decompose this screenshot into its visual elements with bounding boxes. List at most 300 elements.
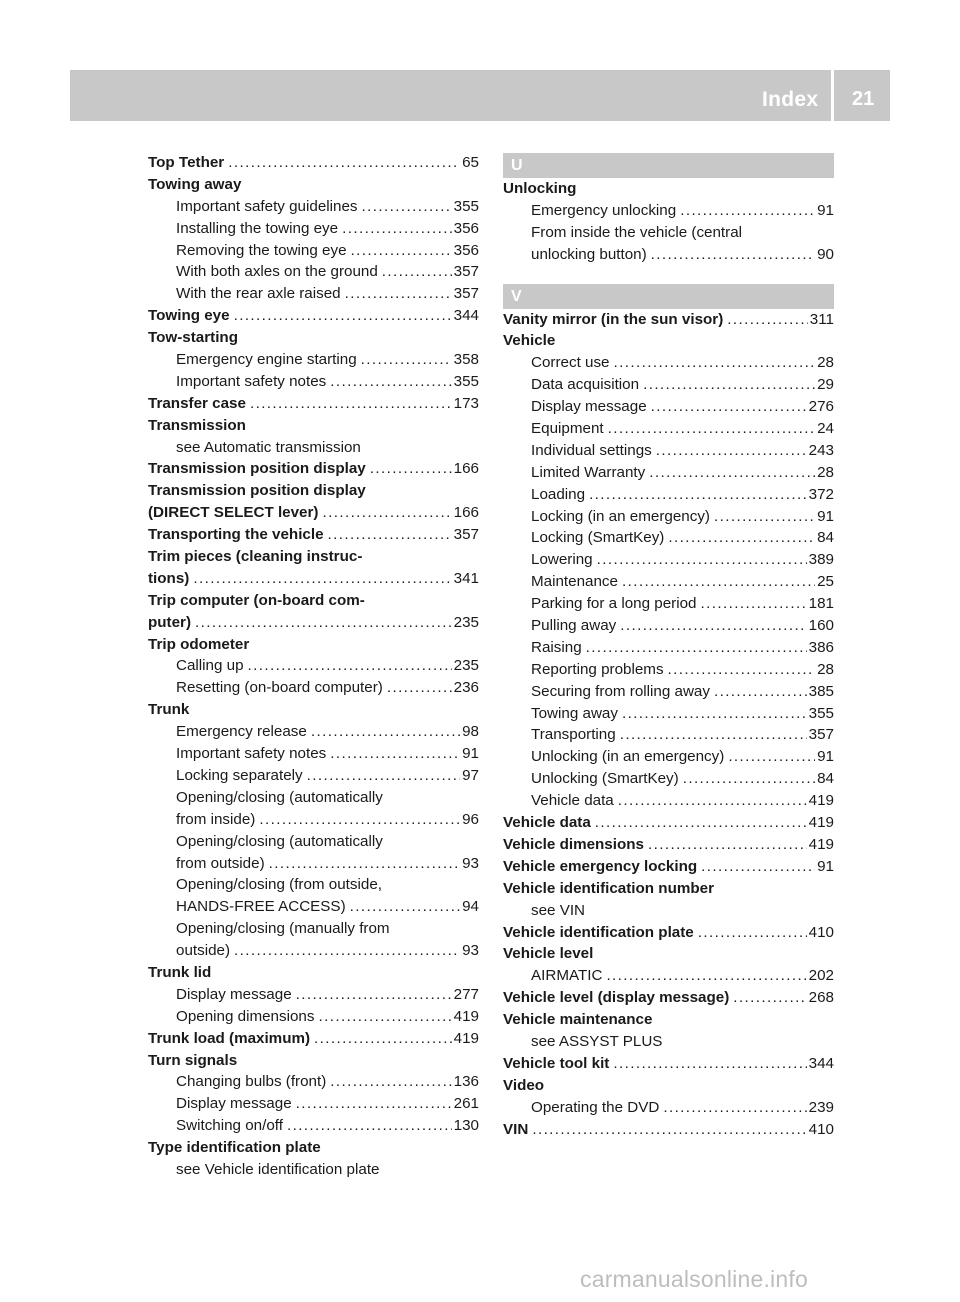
- entry-text: AIRMATIC: [531, 967, 603, 985]
- entry-text: Display message: [176, 985, 292, 1003]
- index-subentry: [503, 527, 834, 549]
- index-subentry: [148, 918, 479, 940]
- page-reference: 239: [808, 1098, 834, 1116]
- entry-text: Locking separately: [176, 766, 303, 784]
- entry-text: see VIN: [531, 901, 586, 919]
- index-subentry: [503, 222, 834, 244]
- page-reference: 202: [808, 967, 834, 985]
- dot-leader: [248, 655, 452, 677]
- index-entry: [148, 1137, 479, 1159]
- page-reference: 386: [808, 638, 834, 656]
- index-subentry: [148, 371, 479, 393]
- index-entry: [503, 1053, 834, 1075]
- dot-leader: [648, 834, 807, 856]
- dot-leader: [307, 765, 460, 787]
- entry-text: Equipment: [531, 420, 604, 438]
- index-entry: [148, 524, 479, 546]
- entry-text: (DIRECT SELECT lever): [148, 504, 319, 522]
- index-subentry: [503, 200, 834, 222]
- page-reference: 90: [817, 245, 834, 263]
- dot-leader: [351, 240, 452, 262]
- dot-leader: [698, 922, 807, 944]
- index-subentry: [148, 787, 479, 809]
- page-reference: 311: [809, 310, 834, 328]
- dot-leader: [228, 152, 460, 174]
- dot-leader: [649, 462, 815, 484]
- index-entry: [503, 878, 834, 900]
- entry-text: Calling up: [176, 657, 244, 675]
- entry-text: Raising: [531, 638, 582, 656]
- dot-leader: [622, 703, 807, 725]
- entry-text: Vehicle emergency locking: [503, 857, 698, 875]
- entry-text: Opening/closing (automatically: [176, 832, 383, 850]
- entry-text: from inside): [176, 810, 256, 828]
- index-subentry: [148, 283, 479, 305]
- entry-text: Unlocking (in an emergency): [531, 748, 725, 766]
- index-subentry: [148, 218, 479, 240]
- page-reference: 357: [453, 285, 479, 303]
- entry-text: Locking (SmartKey): [531, 529, 665, 547]
- index-subentry: [503, 396, 834, 418]
- entry-text: Limited Warranty: [531, 463, 646, 481]
- dot-leader: [318, 1006, 451, 1028]
- entry-text: Opening dimensions: [176, 1007, 315, 1025]
- entry-text: With the rear axle raised: [176, 285, 341, 303]
- index-entry: [148, 546, 479, 568]
- entry-text: Vanity mirror (in the sun visor): [503, 310, 724, 328]
- page-reference: 84: [817, 529, 834, 547]
- entry-text: Vehicle identification number: [503, 879, 714, 897]
- entry-text: Towing away: [148, 175, 242, 193]
- index-subentry: [148, 1006, 479, 1028]
- dot-leader: [728, 746, 815, 768]
- entry-text: Data acquisition: [531, 376, 640, 394]
- dot-leader: [532, 1119, 806, 1141]
- index-subentry: [148, 261, 479, 283]
- entry-text: outside): [176, 942, 231, 960]
- dot-leader: [608, 418, 815, 440]
- dot-leader: [342, 218, 452, 240]
- entry-text: Turn signals: [148, 1051, 238, 1069]
- dot-leader: [234, 940, 460, 962]
- index-entry: [148, 152, 479, 174]
- index-entry: [503, 1119, 834, 1141]
- page-reference: 93: [462, 942, 479, 960]
- index-subentry: [503, 724, 834, 746]
- entry-text: Correct use: [531, 354, 610, 372]
- dot-leader: [714, 681, 807, 703]
- page-reference: 389: [808, 551, 834, 569]
- section-letter-header: U: [503, 153, 834, 178]
- index-entry: [503, 330, 834, 352]
- page-reference: 25: [817, 573, 834, 591]
- index-entry: [503, 834, 834, 856]
- dot-leader: [296, 984, 452, 1006]
- page-reference: 341: [453, 569, 479, 587]
- index-subentry: [503, 637, 834, 659]
- page-reference: 97: [462, 766, 479, 784]
- entry-text: Video: [503, 1076, 545, 1094]
- index-subentry: [503, 352, 834, 374]
- entry-text: see Vehicle identification plate: [176, 1160, 380, 1178]
- index-subentry: [148, 677, 479, 699]
- entry-text: Transmission: [148, 416, 246, 434]
- index-subentry: [148, 874, 479, 896]
- entry-text: Opening/closing (manually from: [176, 920, 390, 938]
- dot-leader: [296, 1093, 452, 1115]
- index-subentry: [503, 790, 834, 812]
- page-reference: 173: [453, 394, 479, 412]
- index-subentry: [503, 615, 834, 637]
- index-entry: [503, 812, 834, 834]
- section-gap: [503, 266, 834, 283]
- dot-leader: [606, 965, 806, 987]
- page-reference: 98: [462, 723, 479, 741]
- dot-leader: [345, 283, 452, 305]
- dot-leader: [651, 396, 807, 418]
- index-entry: [148, 962, 479, 984]
- page-reference: 277: [453, 985, 479, 1003]
- entry-text: Trip odometer: [148, 635, 250, 653]
- index-entry: [503, 309, 834, 331]
- entry-text: Parking for a long period: [531, 595, 697, 613]
- index-subentry: [503, 418, 834, 440]
- index-entry: [148, 480, 479, 502]
- index-subentry: [503, 659, 834, 681]
- page-reference: 419: [453, 1029, 479, 1047]
- entry-text: With both axles on the ground: [176, 263, 378, 281]
- page-reference: 181: [808, 595, 834, 613]
- dot-leader: [311, 721, 460, 743]
- page-reference: 136: [453, 1073, 479, 1091]
- entry-text: Type identification plate: [148, 1139, 321, 1157]
- entry-text: Vehicle: [503, 332, 556, 350]
- index-entry: [148, 458, 479, 480]
- watermark: carmanualsonline.info: [580, 1266, 808, 1292]
- entry-text: Maintenance: [531, 573, 618, 591]
- dot-leader: [622, 571, 815, 593]
- entry-text: VIN: [503, 1120, 529, 1138]
- entry-text: Vehicle identification plate: [503, 923, 694, 941]
- index-subentry: [503, 768, 834, 790]
- page-reference: 235: [453, 657, 479, 675]
- page-reference: 91: [817, 507, 834, 525]
- page-reference: 160: [808, 617, 834, 635]
- entry-text: Unlocking (SmartKey): [531, 770, 679, 788]
- index-subentry: [148, 896, 479, 918]
- page-reference: 358: [453, 351, 479, 369]
- index-entry: [503, 922, 834, 944]
- dot-leader: [668, 527, 815, 549]
- index-subentry: [503, 1097, 834, 1119]
- entry-text: HANDS-FREE ACCESS): [176, 898, 346, 916]
- index-subentry: [503, 593, 834, 615]
- index-subentry: [148, 765, 479, 787]
- page-reference: 372: [808, 485, 834, 503]
- dot-leader: [683, 768, 815, 790]
- index-subentry: [503, 571, 834, 593]
- entry-text: Emergency release: [176, 723, 307, 741]
- dot-leader: [663, 1097, 806, 1119]
- entry-text: Installing the towing eye: [176, 219, 339, 237]
- entry-text: Lowering: [531, 551, 593, 569]
- dot-leader: [350, 896, 460, 918]
- dot-leader: [362, 196, 452, 218]
- dot-leader: [597, 549, 807, 571]
- dot-leader: [586, 637, 807, 659]
- index-subentry: [148, 240, 479, 262]
- index-subentry: [148, 1071, 479, 1093]
- dot-leader: [195, 612, 452, 634]
- entry-text: Vehicle data: [531, 792, 614, 810]
- page-reference: 91: [817, 748, 834, 766]
- page-reference: 29: [817, 376, 834, 394]
- page-reference: 268: [808, 989, 834, 1007]
- entry-text: Changing bulbs (front): [176, 1073, 327, 1091]
- entry-text: Trip computer (on-board com-: [148, 591, 365, 609]
- entry-text: Transfer case: [148, 394, 246, 412]
- dot-leader: [595, 812, 807, 834]
- index-entry: [503, 1009, 834, 1031]
- entry-text: Emergency unlocking: [531, 201, 677, 219]
- page-reference: 357: [808, 726, 834, 744]
- entry-text: Operating the DVD: [531, 1098, 660, 1116]
- page-reference: 130: [453, 1117, 479, 1135]
- index-entry: [148, 568, 479, 590]
- dot-leader: [330, 371, 451, 393]
- dot-leader: [620, 724, 807, 746]
- entry-text: Important safety notes: [176, 745, 327, 763]
- page-reference: 166: [453, 460, 479, 478]
- index-entry: [148, 699, 479, 721]
- dot-leader: [656, 440, 807, 462]
- page-reference: 344: [808, 1054, 834, 1072]
- index-subentry: [503, 900, 834, 922]
- entry-text: Opening/closing (automatically: [176, 788, 383, 806]
- dot-leader: [700, 593, 806, 615]
- entry-text: Reporting problems: [531, 660, 664, 678]
- page-reference: 357: [453, 526, 479, 544]
- index-subentry: [148, 196, 479, 218]
- page-reference: 28: [817, 463, 834, 481]
- index-entry: [148, 393, 479, 415]
- entry-text: Securing from rolling away: [531, 682, 710, 700]
- index-subentry: [148, 1093, 479, 1115]
- index-subentry: [503, 746, 834, 768]
- dot-leader: [643, 374, 815, 396]
- dot-leader: [387, 677, 452, 699]
- entry-text: Top Tether: [148, 154, 225, 171]
- dot-leader: [620, 615, 806, 637]
- page-reference: 410: [808, 1120, 834, 1138]
- page-reference: 28: [817, 660, 834, 678]
- entry-text: Vehicle tool kit: [503, 1054, 610, 1072]
- entry-text: Unlocking: [503, 180, 577, 197]
- index-entry: [503, 987, 834, 1009]
- dot-leader: [259, 809, 460, 831]
- index-entry: [503, 943, 834, 965]
- page-reference: 355: [453, 372, 479, 390]
- entry-text: Transmission position display: [148, 482, 366, 500]
- page-reference: 166: [453, 504, 479, 522]
- page-reference: 84: [817, 770, 834, 788]
- dot-leader: [370, 458, 452, 480]
- page-reference: 65: [462, 154, 479, 171]
- dot-leader: [589, 484, 807, 506]
- entry-text: Transporting the vehicle: [148, 526, 324, 544]
- section-letter-header: V: [503, 284, 834, 309]
- dot-leader: [328, 524, 452, 546]
- entry-text: Transporting: [531, 726, 616, 744]
- entry-text: Loading: [531, 485, 586, 503]
- entry-text: Locking (in an emergency): [531, 507, 710, 525]
- page-reference: 24: [817, 420, 834, 438]
- page-reference: 355: [808, 704, 834, 722]
- index-subentry: [503, 549, 834, 571]
- entry-text: Removing the towing eye: [176, 241, 347, 259]
- index-subentry: [148, 1159, 479, 1181]
- index-entry: [148, 174, 479, 196]
- entry-text: Switching on/off: [176, 1117, 283, 1135]
- index-entry: [503, 856, 834, 878]
- dot-leader: [269, 853, 460, 875]
- entry-text: Resetting (on-board computer): [176, 679, 383, 697]
- index-subentry: [148, 831, 479, 853]
- page-reference: 419: [808, 792, 834, 810]
- header-divider: [831, 70, 834, 121]
- entry-text: Emergency engine starting: [176, 351, 357, 369]
- page-number: 21: [852, 88, 875, 110]
- page-reference: 261: [453, 1095, 479, 1113]
- entry-text: see Automatic transmission: [176, 438, 361, 456]
- index-subentry: [148, 853, 479, 875]
- entry-text: Pulling away: [531, 617, 617, 635]
- index-entry: [148, 612, 479, 634]
- index-entry: [148, 1028, 479, 1050]
- page-reference: 344: [453, 307, 479, 325]
- page-reference: 236: [453, 679, 479, 697]
- entry-text: Display message: [176, 1095, 292, 1113]
- dot-leader: [330, 1071, 451, 1093]
- entry-text: unlocking button): [531, 245, 647, 263]
- dot-leader: [382, 261, 452, 283]
- dot-leader: [287, 1115, 452, 1137]
- index-subentry: [148, 1115, 479, 1137]
- index-column-right: [503, 152, 834, 1140]
- page-reference: 410: [808, 923, 834, 941]
- page-reference: 276: [808, 398, 834, 416]
- page-reference: 419: [808, 835, 834, 853]
- index-subentry: [148, 721, 479, 743]
- index-subentry: [503, 681, 834, 703]
- dot-leader: [701, 856, 815, 878]
- entry-text: Vehicle level (display message): [503, 989, 730, 1007]
- page-reference: 419: [808, 814, 834, 832]
- index-entry: [148, 327, 479, 349]
- page-reference: 93: [462, 854, 479, 872]
- index-entry: [148, 1050, 479, 1072]
- index-subentry: [503, 703, 834, 725]
- dot-leader: [727, 309, 808, 331]
- page-reference: 356: [453, 219, 479, 237]
- entry-text: Trunk load (maximum): [148, 1029, 311, 1047]
- page-reference: 91: [462, 745, 479, 763]
- index-subentry: [148, 743, 479, 765]
- entry-text: tions): [148, 569, 190, 587]
- entry-text: Vehicle data: [503, 814, 591, 832]
- index-subentry: [148, 809, 479, 831]
- index-subentry: [503, 965, 834, 987]
- entry-text: Towing eye: [148, 307, 230, 325]
- page-reference: 94: [462, 898, 479, 916]
- page-reference: 357: [453, 263, 479, 281]
- index-entry: [148, 590, 479, 612]
- index-subentry: [148, 349, 479, 371]
- page-reference: 96: [462, 810, 479, 828]
- index-subentry: [503, 462, 834, 484]
- index-entry: [503, 1075, 834, 1097]
- index-subentry: [148, 984, 479, 1006]
- dot-leader: [668, 659, 816, 681]
- entry-text: Vehicle level: [503, 945, 594, 963]
- header-title: Index: [762, 88, 819, 111]
- index-entry: [148, 502, 479, 524]
- entry-text: Vehicle dimensions: [503, 835, 644, 853]
- dot-leader: [613, 1053, 806, 1075]
- dot-leader: [314, 1028, 452, 1050]
- entry-text: Opening/closing (from outside,: [176, 876, 382, 894]
- index-entry: [503, 178, 834, 200]
- dot-leader: [680, 200, 815, 222]
- index-column-left: [148, 152, 479, 1181]
- dot-leader: [614, 352, 816, 374]
- dot-leader: [322, 502, 451, 524]
- dot-leader: [330, 743, 460, 765]
- entry-text: Display message: [531, 398, 647, 416]
- entry-text: Trunk lid: [148, 963, 212, 981]
- entry-text: Important safety notes: [176, 372, 327, 390]
- dot-leader: [618, 790, 807, 812]
- index-subentry: [148, 655, 479, 677]
- index-entry: [148, 634, 479, 656]
- index-subentry: [503, 440, 834, 462]
- dot-leader: [733, 987, 806, 1009]
- page-reference: 28: [817, 354, 834, 372]
- index-entry: [148, 415, 479, 437]
- entry-text: puter): [148, 613, 192, 631]
- page-reference: 91: [817, 201, 834, 219]
- page-reference: 235: [453, 613, 479, 631]
- dot-leader: [651, 244, 815, 266]
- entry-text: Individual settings: [531, 441, 652, 459]
- entry-text: Towing away: [531, 704, 618, 722]
- entry-text: Trim pieces (cleaning instruc-: [148, 548, 363, 566]
- entry-text: Transmission position display: [148, 460, 366, 478]
- entry-text: see ASSYST PLUS: [531, 1032, 663, 1050]
- index-subentry: [503, 484, 834, 506]
- entry-text: Trunk: [148, 701, 190, 719]
- page-reference: 355: [453, 197, 479, 215]
- entry-text: from outside): [176, 854, 265, 872]
- entry-text: Important safety guidelines: [176, 197, 358, 215]
- index-subentry: [148, 940, 479, 962]
- page-reference: 356: [453, 241, 479, 259]
- dot-leader: [361, 349, 452, 371]
- entry-text: Vehicle maintenance: [503, 1011, 653, 1029]
- index-subentry: [148, 437, 479, 459]
- page-reference: 91: [817, 857, 834, 875]
- entry-text: From inside the vehicle (central: [531, 223, 743, 241]
